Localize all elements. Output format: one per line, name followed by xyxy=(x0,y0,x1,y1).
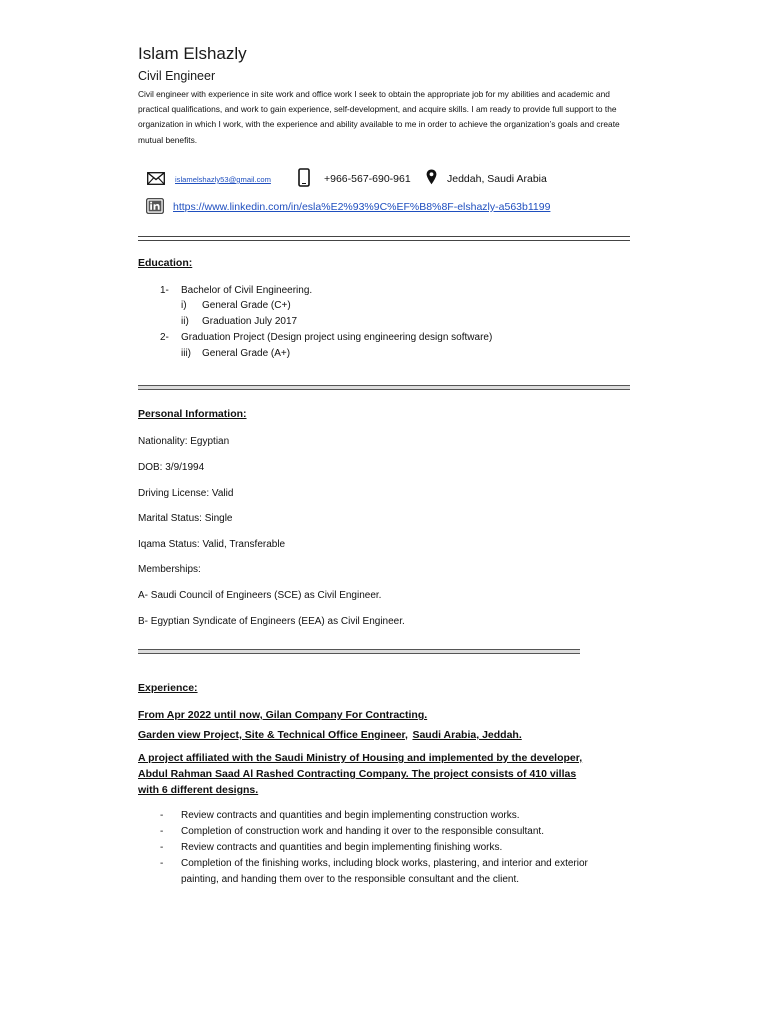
mobile-phone-icon xyxy=(298,168,310,187)
job-period: From Apr 2022 until now, Gilan Company For Contracting. xyxy=(138,709,428,721)
task-item: Completion of the finishing works, including block works, plastering, and interior and exterior xyxy=(181,858,588,869)
education-item: General Grade (C+) xyxy=(202,300,291,311)
bullet-dash: - xyxy=(160,858,164,869)
bullet-dash: - xyxy=(160,842,164,853)
location: Jeddah, Saudi Arabia xyxy=(447,173,547,185)
list-number: ii) xyxy=(181,316,189,327)
education-item: Bachelor of Civil Engineering. xyxy=(181,285,313,296)
info-line: B- Egyptian Syndicate of Engineers (EEA) as Civil Engineer. xyxy=(138,616,405,627)
info-line: A- Saudi Council of Engineers (SCE) as Civil Engineer. xyxy=(138,590,382,601)
info-line: Memberships: xyxy=(138,564,201,575)
profile-summary: Civil engineer with experience in site work and office work I seek to obtain the appropriate job for my abilities and academic and practical qualifications, and work to gain experience, self-development, and acquire skills. I am ready to provide full support to the organization in which I work, with the experience and ability available to me in order to achieve the organization’s goals and create mutual benefits. xyxy=(138,89,620,145)
list-number: iii) xyxy=(181,348,191,359)
bullet-dash: - xyxy=(160,810,164,821)
phone-number: +966-567-690-961 xyxy=(324,173,411,185)
candidate-name: Islam Elshazly xyxy=(138,44,247,63)
job-position: Garden view Project, Site & Technical Office Engineer, xyxy=(138,729,408,741)
map-pin-icon xyxy=(426,169,437,185)
job-place: Saudi Arabia, Jeddah. xyxy=(412,729,522,741)
bullet-dash: - xyxy=(160,826,164,837)
envelope-icon xyxy=(147,172,165,185)
personal-info-heading: Personal Information: xyxy=(138,408,247,420)
info-line: Driving License: Valid xyxy=(138,488,234,499)
info-line: Marital Status: Single xyxy=(138,513,233,524)
task-item: Completion of construction work and handing it over to the responsible consultant. xyxy=(181,826,544,837)
section-divider xyxy=(138,385,630,390)
linkedin-link[interactable]: https://www.linkedin.com/in/esla%E2%93%9C%EF%B8%8F-elshazly-a563b1199 xyxy=(173,201,551,213)
project-description-line: with 6 different designs. xyxy=(138,784,259,796)
job-position-line xyxy=(138,725,522,743)
list-number: i) xyxy=(181,300,187,311)
email-link[interactable]: islamelshazly53@gmail.com xyxy=(175,175,271,184)
education-item: Graduation Project (Design project using engineering design software) xyxy=(181,332,493,343)
list-number: 2- xyxy=(160,332,169,343)
linkedin-icon xyxy=(146,198,164,214)
info-line: Iqama Status: Valid, Transferable xyxy=(138,539,286,550)
info-line: DOB: 3/9/1994 xyxy=(138,462,205,473)
task-item: Review contracts and quantities and begin implementing construction works. xyxy=(181,810,520,821)
job-title: Civil Engineer xyxy=(138,69,216,83)
education-heading: Education: xyxy=(138,257,193,269)
section-divider xyxy=(138,649,580,654)
education-item: Graduation July 2017 xyxy=(202,316,298,327)
info-line: Nationality: Egyptian xyxy=(138,436,230,447)
section-divider xyxy=(138,236,630,241)
task-item-continuation: painting, and handing them over to the responsible consultant and the client. xyxy=(181,874,520,885)
education-item: General Grade (A+) xyxy=(202,348,291,359)
list-number: 1- xyxy=(160,285,169,296)
experience-heading: Experience: xyxy=(138,682,198,694)
project-description-line: Abdul Rahman Saad Al Rashed Contracting Company. The project consists of 410 villas xyxy=(138,768,577,780)
task-item: Review contracts and quantities and begin implementing finishing works. xyxy=(181,842,503,853)
project-description-line: A project affiliated with the Saudi Ministry of Housing and implemented by the developer, xyxy=(138,752,583,764)
